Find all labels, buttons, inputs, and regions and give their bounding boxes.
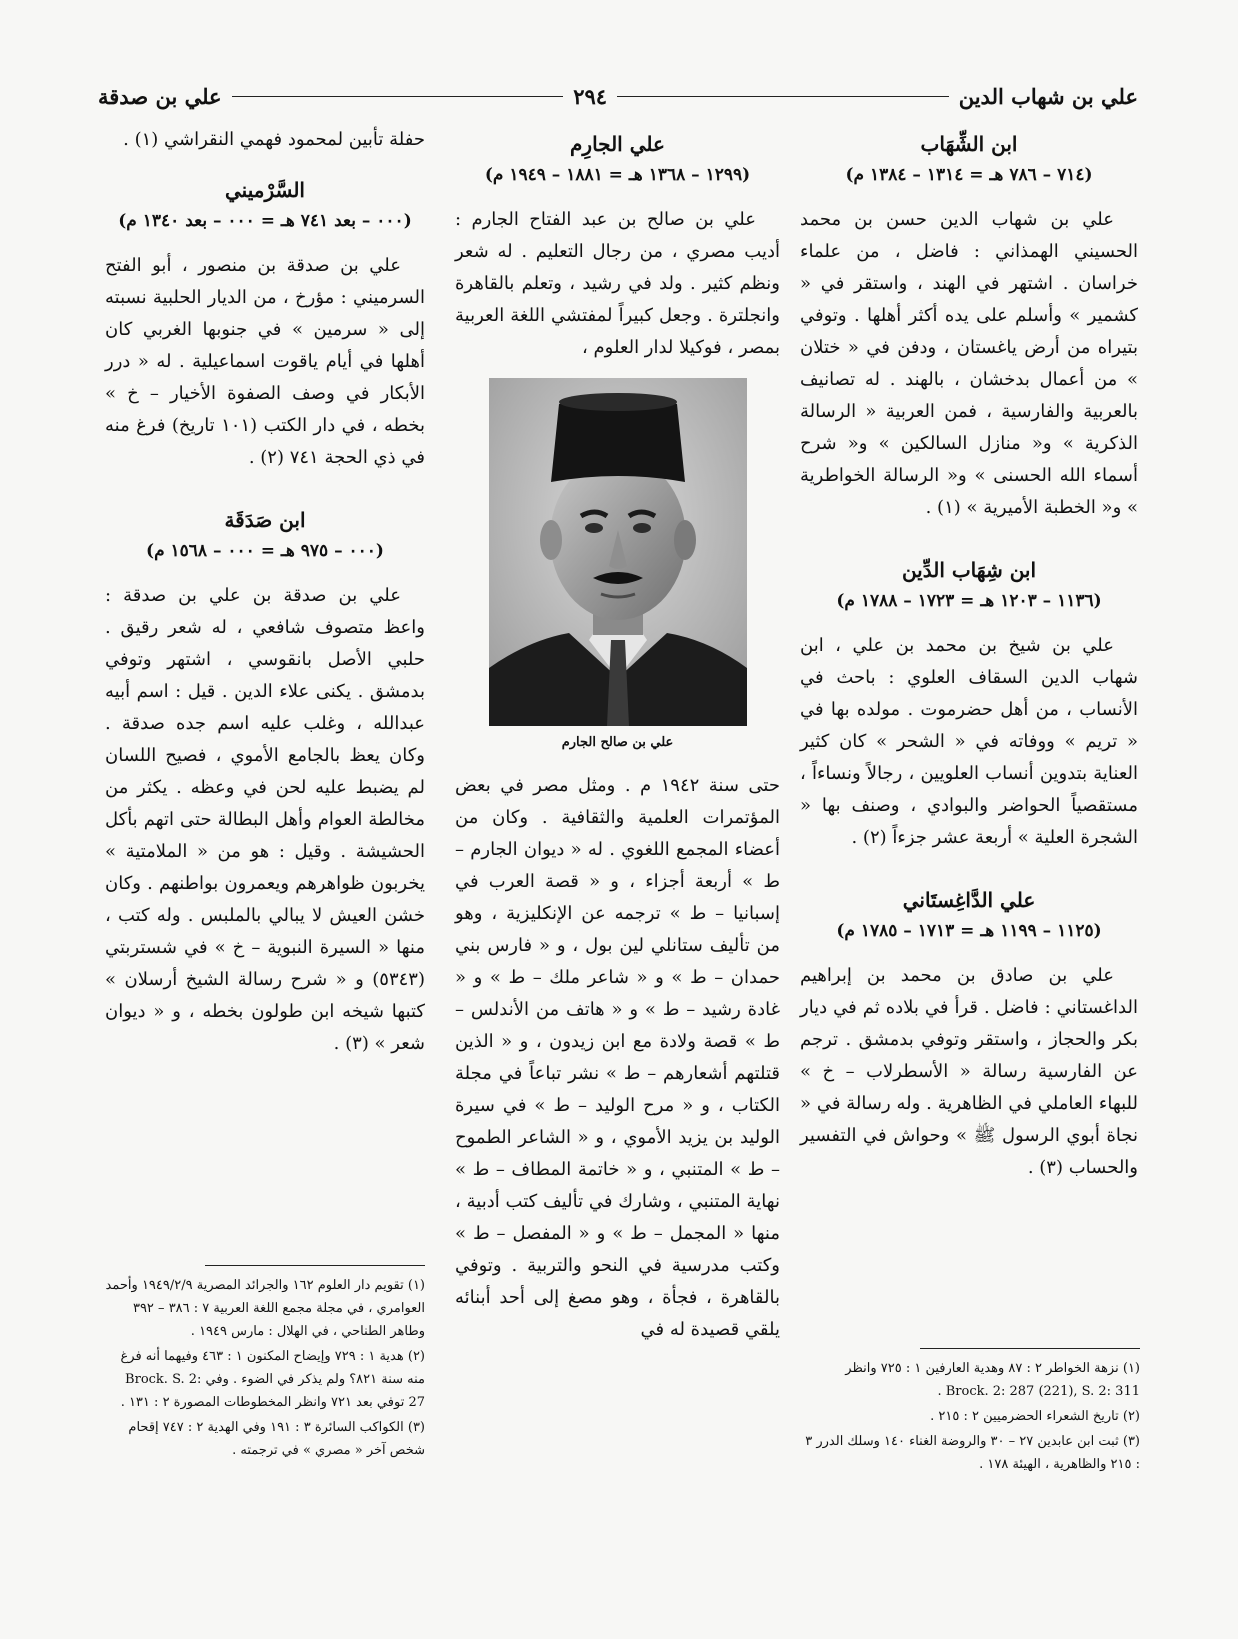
entry-biography: علي بن صدقة بن منصور ، أبو الفتح السرميني : مؤرخ ، من الديار الحلبية نسبته إلى « سرمين » في جنوبها الغربي كان أهلها في أيام ياقوت اسماعيلية . له « درر الأبكار في وصف الصفوة الأخيار – خ » بخطه ، في دار الكتب (١٠١ تاريخ) فرغ منه في ذي الحجة ٧٤١ (٢) .: [105, 255, 425, 468]
footnote: (٢) هدية ١ : ٧٢٩ وإيضاح المكنون ١ : ٤٦٣ وفيهما أنه فرغ منه سنة ٨٢١؟ ولم يذكر في الضوء . وفي Brock. S. 2: 27 توفي بعد ٧٢١ وانظر المخطوطات المصورة ٢ : ١٣١ .: [120, 1349, 425, 1410]
left-column: [105, 124, 425, 1066]
entry-title: ابن صَدَقَة: [224, 508, 306, 532]
right-column: [800, 124, 1138, 1190]
footnote: (٣) ثبت ابن عابدين ٢٧ – ٣٠ والروضة الغناء ١٤٠ وسلك الدرر ٣ : ٢١٥ والظاهرية ، الهيئة ١٧٨ .: [805, 1434, 1140, 1472]
middle-column: [455, 124, 780, 1346]
header-rule-left: [232, 96, 564, 97]
footnote: (١) نزهة الخواطر ٢ : ٨٧ وهدية العارفين ١ : ٧٢٥ وانظر Brock. 2: 287 (221), S. 2: 311 .: [845, 1361, 1140, 1399]
entry-biography-top: علي بن صالح بن عبد الفتاح الجارم : أديب مصري ، من رجال التعليم . له شعر ونظم كثير . ولد في رشيد ، وتعلم بالقاهرة وانجلترة . وجعل كبيراً لمفتشي اللغة العربية بمصر ، فوكيلا لدار العلوم ،: [455, 209, 780, 358]
page-number: ٢٩٤: [573, 83, 608, 109]
page-header: [98, 78, 1138, 114]
footnote: (٣) الكواكب السائرة ٣ : ١٩١ وفي الهدية ٢ : ٧٤٧ إقحام شخص آخر « مصري » في ترجمته .: [128, 1420, 425, 1458]
spacer: [105, 480, 425, 500]
entry-sarmini: [105, 174, 425, 474]
running-head-left: علي بن صدقة: [98, 83, 222, 109]
entry-title: علي الدَّاغِستَاني: [902, 888, 1036, 912]
entry-title: ابن شِهَاب الدِّين: [901, 558, 1037, 582]
spacer: [800, 530, 1138, 550]
entry-biography: علي بن صدقة بن علي بن صدقة : واعظ متصوف شافعي ، له شعر رقيق . حلبي الأصل بانقوسي ، اشتهر وتوفي بدمشق . يكنى علاء الدين . قيل : اسم أبيه عبدالله ، وغلب عليه اسم جده صدقة . وكان يعظ بالجامع الأموي ، فصيح اللسان لم يضبط عليه لحن في وعظه . يكثر من مخالطة العوام وأهل البطالة حتى اتهم بأكل الحشيشة . وقيل : هو من « الملامتية » يخربون ظواهرهم ويعمرون بواطنهم . وكان خشن العيش لا يبالي بالملبس . وله كتب ، منها « السيرة النبوية – خ » في شستربتي (٥٣٤٣) و « شرح رسالة الشيخ أرسلان » كتبها شيخه ابن طولون بخطه ، و « ديوان شعر » (٣) .: [105, 585, 425, 1054]
entry-ibn-shihab-aldin: [800, 554, 1138, 854]
entry-biography: علي بن شيخ بن محمد بن علي ، ابن شهاب الدين السقاف العلوي : باحث في الأنساب ، من أهل حضرموت . مولده بها في « تريم » ووفاته في « الشحر » كان كثير العناية بتدوين أنساب العلويين ، رجالاً ونساءاً ، مستقصياً الحواضر والبوادي ، وصنف بها « الشجرة العلية » أربعة عشر جزءاً (٢) .: [800, 635, 1138, 848]
entry-ibn-sadaqa: [105, 504, 425, 1060]
spacer: [800, 860, 1138, 880]
footnote-rule: [205, 1265, 425, 1266]
entry-title: علي الجارِم: [570, 132, 665, 156]
entry-biography: علي بن صادق بن محمد بن إبراهيم الداغستاني : فاضل . قرأ في بلاده ثم في ديار بكر والحجاز ، واستقر وتوفي بدمشق . ترجم عن الفارسية رسالة « الأسطرلاب – خ » للبهاء العاملي في الظاهرية . وله رسالة في « نجاة أبوي الرسول ﷺ » وحواش في التفسير والحساب (٣) .: [800, 965, 1138, 1178]
portrait-image: [489, 378, 747, 726]
entry-dates: (١١٢٥ – ١١٩٩ هـ = ١٧١٣ – ١٧٨٥ م): [836, 921, 1102, 941]
footnotes-right: [800, 1348, 1140, 1478]
entry-dates: (٠٠٠ – ٩٧٥ هـ = ٠٠٠ – ١٥٦٨ م): [146, 541, 384, 561]
footnote: (٢) تاريخ الشعراء الحضرميين ٢ : ٢١٥ .: [930, 1409, 1140, 1424]
entry-title: ابن الشِّهَاب: [920, 132, 1018, 156]
photo-caption: علي بن صالح الجارم: [561, 735, 674, 750]
entry-daghistani: [800, 884, 1138, 1184]
footnote-rule: [920, 1348, 1140, 1349]
continuation-text: حفلة تأبين لمحمود فهمي النقراشي (١) .: [123, 129, 425, 150]
running-head-right: علي بن شهاب الدين: [958, 83, 1138, 109]
entry-dates: (١٢٩٩ – ١٣٦٨ هـ = ١٨٨١ – ١٩٤٩ م): [484, 165, 751, 185]
footnotes-left: [105, 1265, 425, 1464]
entry-dates: (٧١٤ – ٧٨٦ هـ = ١٣١٤ – ١٣٨٤ م): [845, 165, 1093, 185]
header-rule-right: [617, 96, 949, 97]
entry-biography: علي بن شهاب الدين حسن بن محمد الحسيني الهمذاني : فاضل ، من علماء خراسان . اشتهر في الهند ، واستقر في « كشمير » وأسلم على يده أكثر أهلها . وتوفي بتيراه من أرض ياغستان ، ودفن في « ختلان » من أعمال بدخشان ، بالهند . له تصانيف بالعربية والفارسية ، فمن العربية « الرسالة الذكرية » و« منازل السالكين » و« شرح أسماء الله الحسنى » و« الرسالة الخواطرية » و« الخطبة الأميرية » (١) .: [800, 209, 1138, 518]
footnote: (١) تقويم دار العلوم ١٦٢ والجرائد المصرية ١٩٤٩/٢/٩ وأحمد العوامري ، في مجلة مجمع اللغة العربية ٧ : ٣٨٦ – ٣٩٢ وطاهر الطناحي ، في الهلال : مارس ١٩٤٩ .: [105, 1278, 425, 1339]
entry-dates: (١١٣٦ – ١٢٠٣ هـ = ١٧٢٣ – ١٧٨٨ م): [836, 591, 1102, 611]
entry-biography-bottom: حتى سنة ١٩٤٢ م . ومثل مصر في بعض المؤتمرات العلمية والثقافية . وكان من أعضاء المجمع اللغوي . له « ديوان الجارم – ط » أربعة أجزاء ، و « قصة العرب في إسبانيا – ط » ترجمه عن الإنكليزية ، وهو من تأليف ستانلي لين بول ، و « فارس بني حمدان – ط » و « شاعر ملك – ط » و « غادة رشيد – ط » و « هاتف من الأندلس – ط » قصة ولادة مع ابن زيدون ، و « الذين قتلتهم أشعارهم – ط » نشر تباعاً في مجلة الكتاب ، و « مرح الوليد – ط » في سيرة الوليد بن يزيد الأموي ، و « الشاعر الطموح – ط » المتنبي ، و « خاتمة المطاف – ط » نهاية المتنبي ، وشارك في تأليف كتب أدبية ، منها « المجمل – ط » و « المفصل – ط » وكتب مدرسية في النحو والتربية . وتوفي بالقاهرة ، فجأة ، وهو مصغ إلى أحد أبنائه يلقي قصيدة له في: [455, 775, 780, 1340]
portrait-photo: [489, 378, 747, 726]
entry-dates: (٠٠٠ – بعد ٧٤١ هـ = ٠٠٠ – بعد ١٣٤٠ م): [118, 211, 412, 231]
entry-title: السَّرْميني: [225, 178, 305, 202]
entry-ibn-shihab: [800, 128, 1138, 524]
